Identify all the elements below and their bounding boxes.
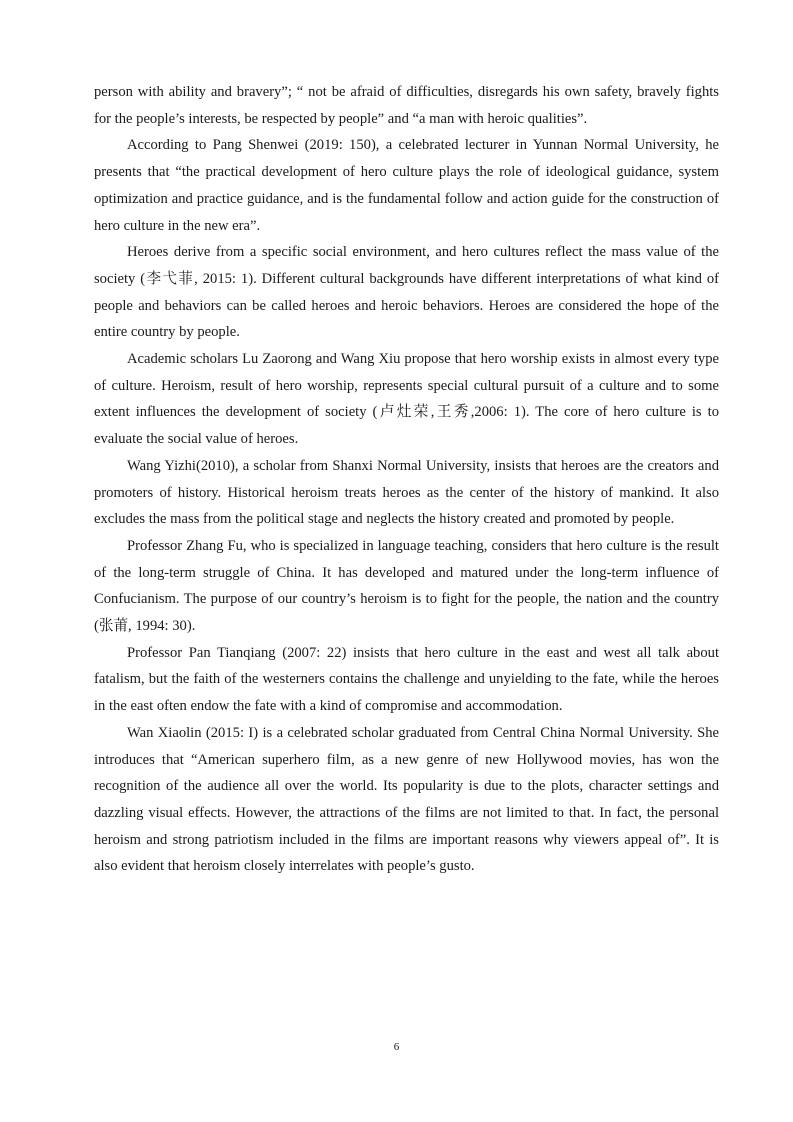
paragraph-zhang-fu: Professor Zhang Fu, who is specialized in language teaching, considers that hero culture is the result of the long-term struggle of China. It has developed and matured under the long-term influence of Confucianism. The purpose of our country’s heroism is to fight for the people, the nation and the country (张莆, 1994: 30). bbox=[94, 537, 719, 635]
paragraph-lu-zaorong: Academic scholars Lu Zaorong and Wang Xiu propose that hero worship exists in almost every type of culture. Heroism, result of hero worship, represents special cultural pursuit of a culture and to some extent influences the development of society (卢灶荣,王秀,2006: 1). The core of hero culture is to evaluate the social value of heroes. bbox=[94, 351, 719, 448]
paragraph-pang-shenwei: According to Pang Shenwei (2019: 150), a celebrated lecturer in Yunnan Normal University, he presents that “the practical development of hero culture plays the role of ideological guidance, system optimization and practice guidance, and is the fundamental follow and action guide for the construction of hero culture in the new era”. bbox=[94, 137, 719, 234]
document-body bbox=[94, 79, 719, 880]
paragraph-heroes-derive: Heroes derive from a specific social environment, and hero cultures reflect the mass value of the society (李弋菲, 2015: 1). Different cultural backgrounds have different interpretations of what kind of people and behaviors can be called heroes and heroic behaviors. Heroes are considered the hope of the entire country by people. bbox=[94, 244, 719, 341]
page-number: 6 bbox=[393, 1041, 400, 1053]
paragraph-wan-xiaolin: Wan Xiaolin (2015: I) is a celebrated scholar graduated from Central China Normal University. She introduces that “American superhero film, as a new genre of new Hollywood movies, has won the recognition of the audience all over the world. Its popularity is due to the plots, character settings and dazzling visual effects. However, the attractions of the films are not limited to that. In fact, the personal heroism and strong patriotism included in the films are important reasons why viewers appeal of”. It is also evident that heroism closely interrelates with people’s gusto. bbox=[94, 724, 719, 875]
paragraph-wang-yizhi: Wang Yizhi(2010), a scholar from Shanxi Normal University, insists that heroes are the creators and promoters of history. Historical heroism treats heroes as the center of the history of mankind. It also excludes the mass from the political stage and neglects the history created and promoted by people. bbox=[94, 457, 719, 528]
paragraph-pan-tianqiang: Professor Pan Tianqiang (2007: 22) insists that hero culture in the east and west all talk about fatalism, but the faith of the westerners contains the challenge and unyielding to the fate, while the heroes in the east often endow the fate with a kind of compromise and accommodation. bbox=[94, 644, 719, 715]
paragraph-continuation: person with ability and bravery”; “ not be afraid of difficulties, disregards his own safety, bravely fights for the people’s interests, be respected by people” and “a man with heroic qualities”. bbox=[94, 84, 719, 127]
